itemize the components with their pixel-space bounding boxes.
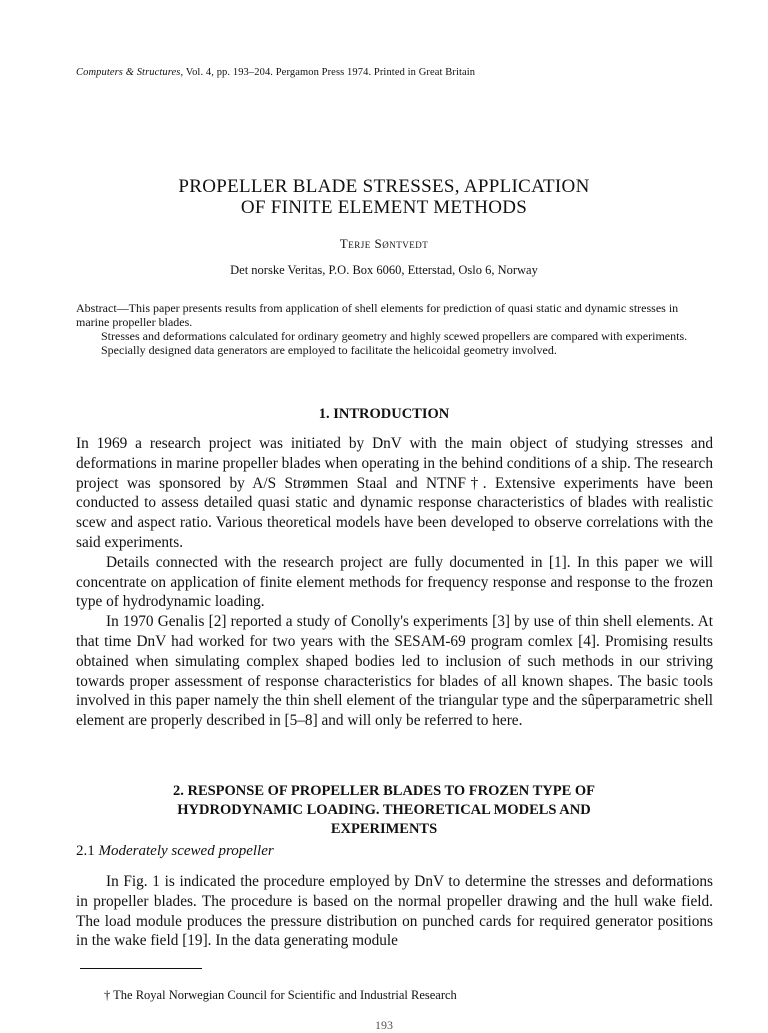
subsection-number: 2.1 bbox=[76, 843, 95, 859]
section-2-heading-line-2: HYDRODYNAMIC LOADING. THEORETICAL MODELS AND bbox=[177, 802, 591, 818]
abstract-paragraph-1: Abstract—This paper presents results from application of shell elements for prediction of quasi static and dynamic stresses in marine propeller blades. bbox=[76, 301, 679, 329]
journal-name: Computers & Structures bbox=[76, 67, 181, 78]
section-2-body bbox=[76, 872, 713, 951]
title-line-1: PROPELLER BLADE STRESSES, APPLICATION bbox=[178, 176, 590, 197]
subsection-2-1-heading bbox=[76, 843, 274, 860]
section-2-heading bbox=[0, 782, 768, 839]
footnote-divider bbox=[80, 968, 202, 969]
section-2-heading-line-1: 2. RESPONSE OF PROPELLER BLADES TO FROZEN TYPE OF bbox=[172, 783, 596, 799]
journal-details: , Vol. 4, pp. 193–204. Pergamon Press 1974. Printed in Great Britain bbox=[180, 67, 476, 78]
footnote: † The Royal Norwegian Council for Scientific and Industrial Research bbox=[104, 988, 457, 1002]
title-line-2: OF FINITE ELEMENT METHODS bbox=[240, 197, 528, 218]
abstract bbox=[76, 301, 712, 357]
section-2-heading-line-3: EXPERIMENTS bbox=[330, 821, 438, 837]
subsection-title: Moderately scewed propeller bbox=[98, 843, 274, 859]
section-2-paragraph-1: In Fig. 1 is indicated the procedure employed by DnV to determine the stresses and deformations in propeller blades. The procedure is based on the normal propeller drawing and the hull wake field. The load module produces the pressure distribution on punched cards for required generator positions in the wake field [19]. In the data generating module bbox=[76, 873, 713, 950]
abstract-paragraph-3: Specially designed data generators are employed to facilitate the helicoidal geometry involved. bbox=[101, 343, 557, 357]
intro-paragraph-1: In 1969 a research project was initiated by DnV with the main object of studying stresses and deformations in marine propeller blades when operating in the behind conditions of a ship. The research project was sponsored by A/S Strømmen Staal and NTNF†. Extensive experiments have been conducted to assess detailed quasi static and dynamic response characteristics of blades with realistic scew and aspect ratio. Various theoretical models have been developed to observe correlations with the said experiments. bbox=[76, 435, 713, 551]
author-name: Terje Søntvedt bbox=[339, 236, 429, 251]
intro-paragraph-3: In 1970 Genalis [2] reported a study of Conolly's experiments [3] by use of thin shell elements. At that time DnV had worked for two years with the SESAM-69 program comlex [4]. Promising results obtained when simulating complex shaped bodies led to inclusion of such methods in our striving towards proper assessment of response characteristics for blades of all known shapes. The basic tools involved in this paper namely the thin shell element of the triangular type and the sûperparametric shell element are properly described in [5–8] and will only be referred to here. bbox=[76, 613, 713, 730]
section-1-body bbox=[76, 434, 713, 731]
paper-title bbox=[0, 176, 768, 218]
section-1-heading: 1. INTRODUCTION bbox=[318, 406, 450, 422]
page-number: 193 bbox=[375, 1018, 393, 1032]
intro-paragraph-2: Details connected with the research project are fully documented in [1]. In this paper we will concentrate on application of finite element methods for frequency response and response to the frozen type of hydrodynamic loading. bbox=[76, 553, 713, 611]
author-affiliation: Det norske Veritas, P.O. Box 6060, Etterstad, Oslo 6, Norway bbox=[230, 263, 538, 277]
abstract-paragraph-2: Stresses and deformations calculated for ordinary geometry and highly scewed propellers are compared with experiments. bbox=[101, 329, 688, 343]
journal-citation bbox=[76, 67, 475, 78]
